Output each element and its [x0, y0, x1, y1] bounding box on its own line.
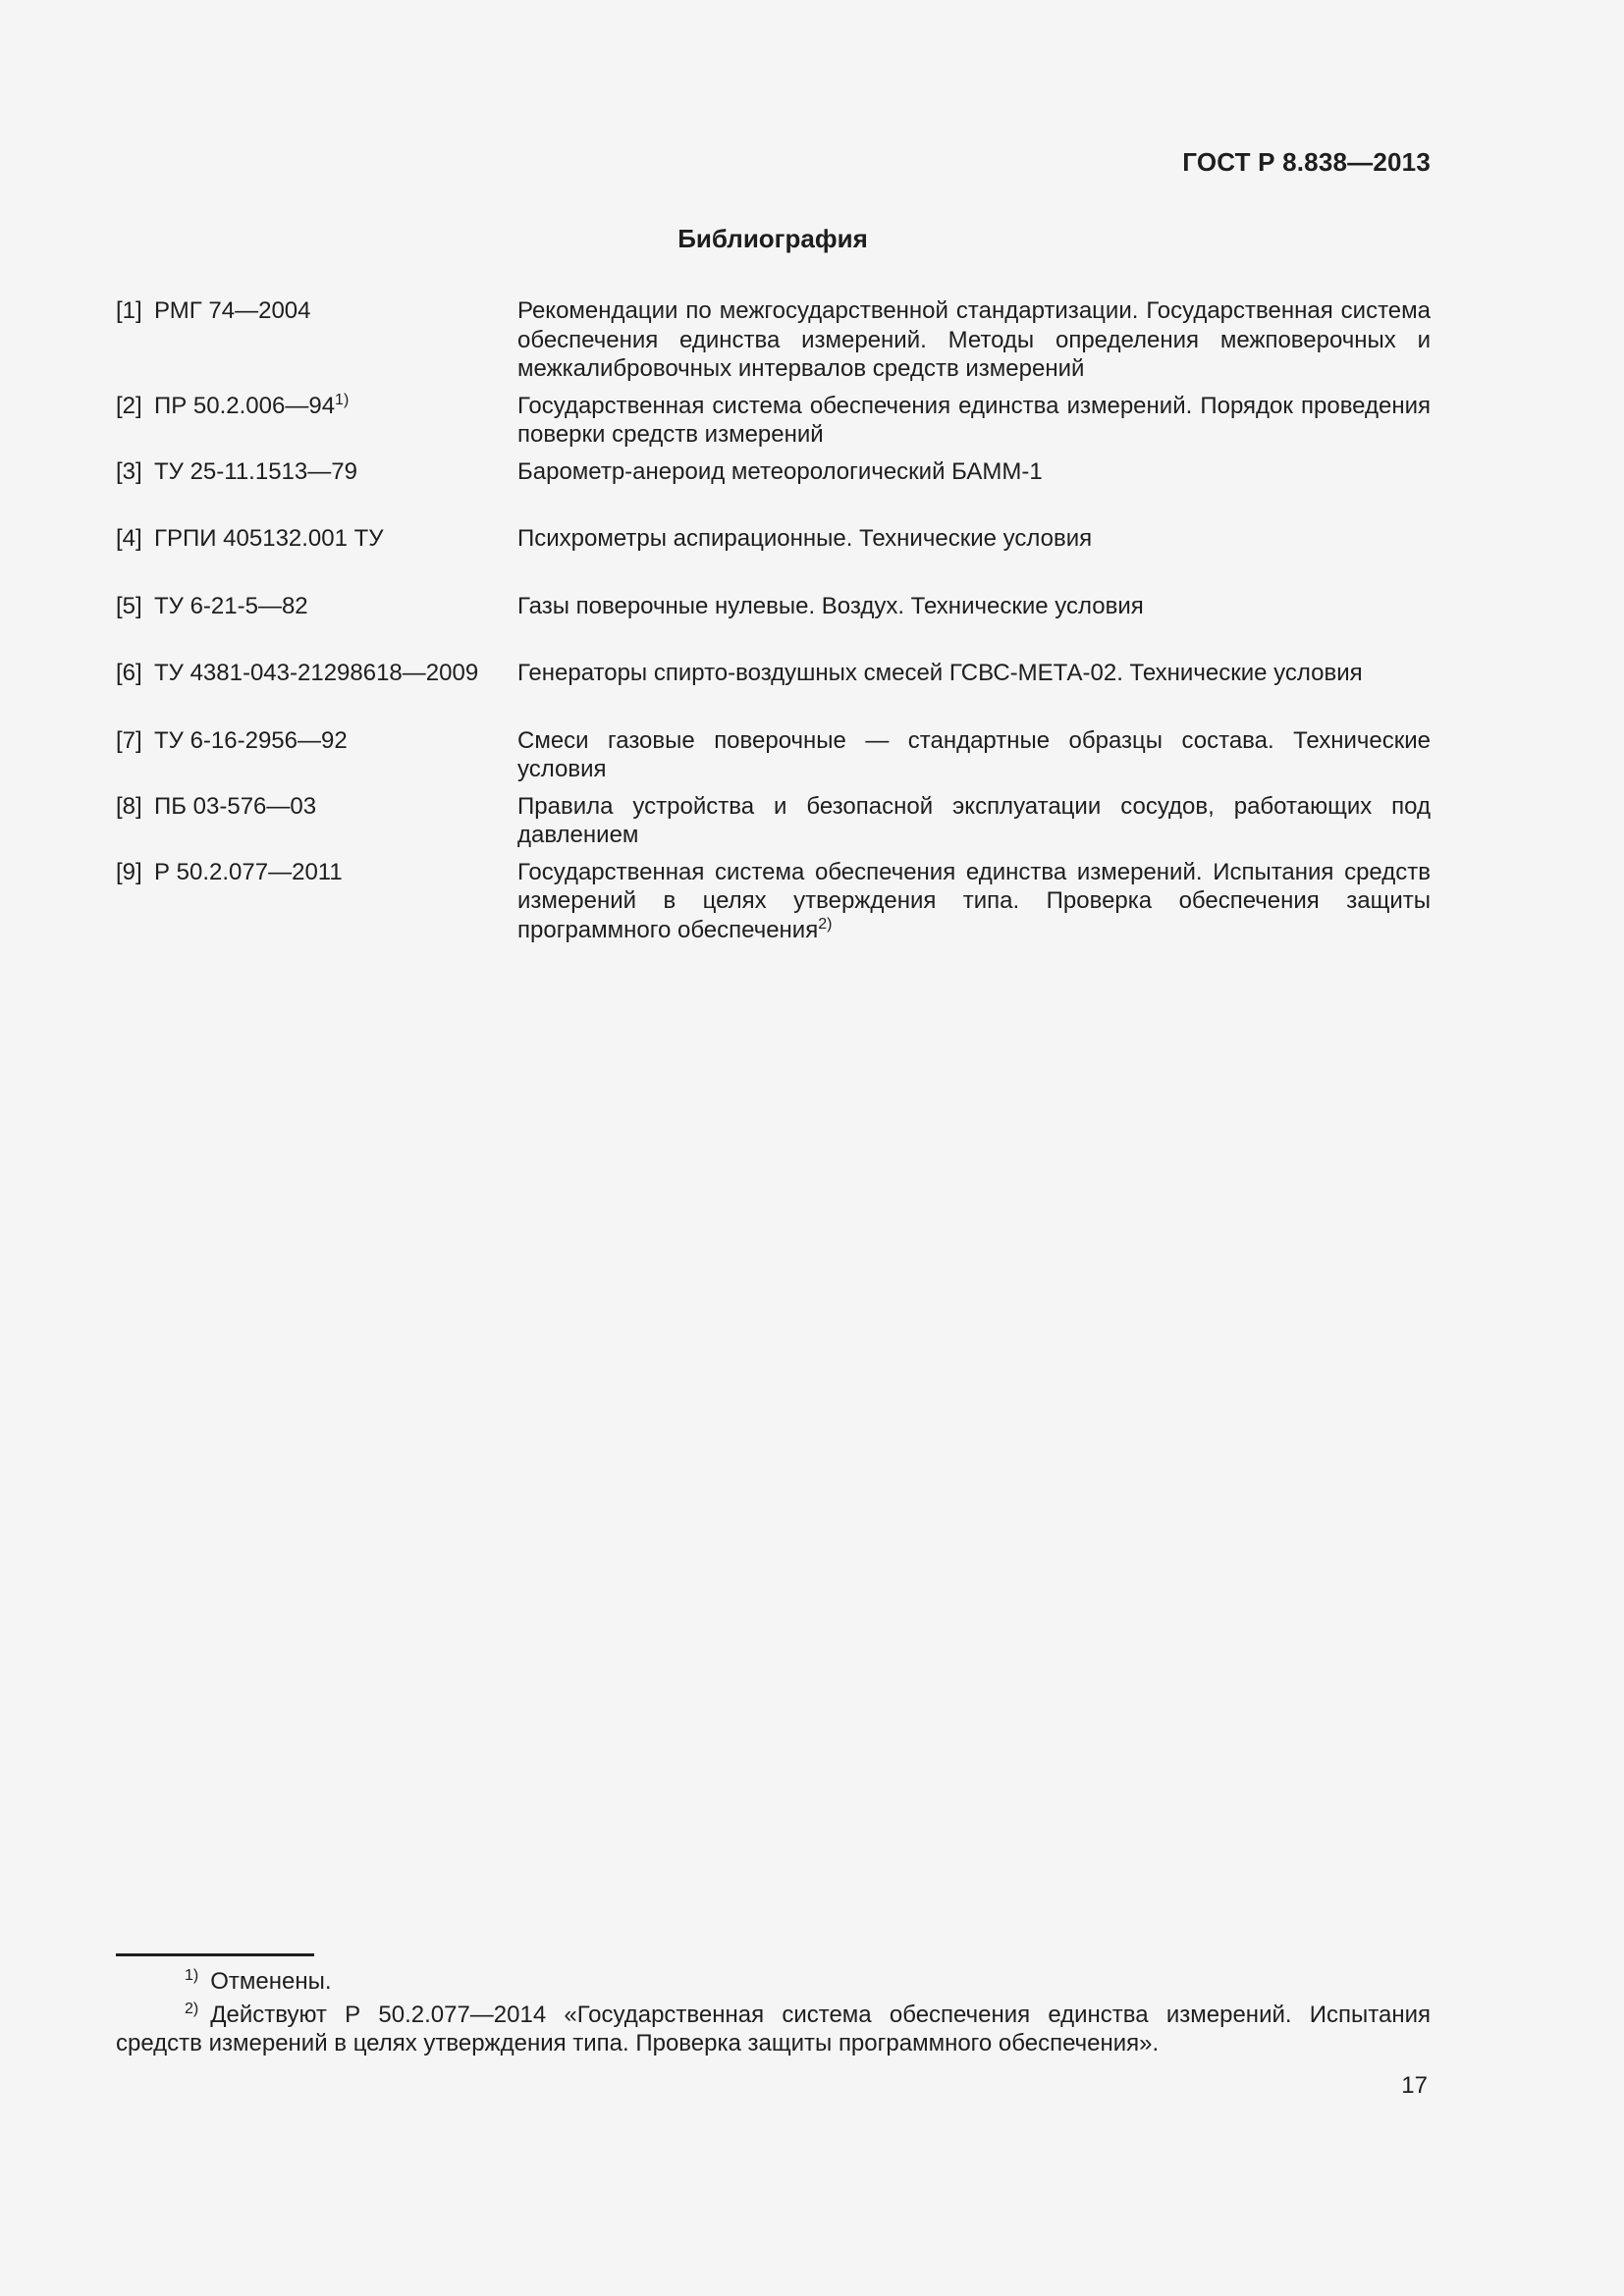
- entry-description: [517, 457, 1431, 487]
- footnote: [116, 2001, 1431, 2058]
- entry-code-text: РМГ 74—2004: [154, 297, 311, 324]
- entry-code-text: ПР 50.2.006—94: [154, 392, 336, 419]
- entry-number: [9]: [116, 858, 142, 885]
- footnote-mark: 2): [185, 2000, 199, 2017]
- bibliography-entry: [116, 296, 1431, 384]
- entry-code-text: Р 50.2.077—2011: [154, 858, 343, 885]
- standard-code: ГОСТ Р 8.838—2013: [1182, 147, 1431, 177]
- entry-code: [154, 524, 517, 554]
- entry-code: [154, 392, 517, 421]
- entry-description-footnote-mark: 2): [818, 915, 833, 933]
- entry-code-text: ТУ 6-16-2956—92: [154, 726, 348, 754]
- bibliography-entry: [116, 457, 1431, 487]
- footnote-mark: 1): [185, 1967, 199, 1984]
- entry-description-text: Правила устройства и безопасной эксплуатации сосудов, работающих под давлением: [517, 792, 1431, 848]
- entry-number: [6]: [116, 660, 142, 686]
- entry-number: [8]: [116, 792, 142, 820]
- entry-number: [2]: [116, 392, 142, 419]
- entry-code-text: ГРПИ 405132.001 ТУ: [154, 525, 384, 552]
- entry-description: [517, 726, 1431, 784]
- entry-description-text: Смеси газовые поверочные — стандартные образцы состава. Технические условия: [517, 726, 1431, 782]
- entry-description-text: Газы поверочные нулевые. Воздух. Технические условия: [517, 592, 1144, 619]
- entry-description: [517, 858, 1431, 945]
- entry-number: [7]: [116, 726, 142, 754]
- bibliography-entry: [116, 726, 1431, 784]
- entry-code: [154, 659, 517, 688]
- page-title: Библиография: [677, 224, 868, 253]
- entry-description: [517, 592, 1431, 621]
- bibliography-entry: [116, 792, 1431, 850]
- entry-code: [154, 457, 517, 487]
- entry-description-text: Государственная система обеспечения единства измерений. Испытания средств измерений в целях утверждения типа. Проверка обеспечения защиты программного обеспечения: [517, 858, 1431, 943]
- bibliography-entry: [116, 392, 1431, 450]
- entry-code-text: ПБ 03-576—03: [154, 792, 317, 820]
- footnote-text: Действуют Р 50.2.077—2014 «Государственная система обеспечения единства измерений. Испытания средств измерений в целях утверждения типа. Проверка защиты программного обеспечения».: [116, 2001, 1431, 2056]
- entry-code: [154, 726, 517, 756]
- footnote-separator: [116, 1953, 314, 1956]
- entry-description-text: Барометр-анероид метеорологический БАММ-1: [517, 457, 1043, 485]
- entry-description: [517, 524, 1431, 554]
- entry-code: [154, 792, 517, 822]
- entry-description-text: Психрометры аспирационные. Технические условия: [517, 525, 1093, 552]
- entry-number: [5]: [116, 592, 142, 619]
- bibliography-entry: [116, 592, 1431, 621]
- entry-code: [154, 592, 517, 621]
- entry-description: [517, 392, 1431, 450]
- entry-number: [3]: [116, 457, 142, 485]
- bibliography-entry: [116, 524, 1431, 554]
- entry-code-text: ТУ 6-21-5—82: [154, 592, 308, 619]
- bibliography-list: [116, 296, 1431, 944]
- bibliography-entry: [116, 659, 1431, 688]
- footnote-text: Отменены.: [210, 1968, 332, 1995]
- entry-description: [517, 792, 1431, 850]
- entry-number: [4]: [116, 525, 142, 552]
- footnotes: [116, 1967, 1431, 2062]
- entry-description-text: Генераторы спирто-воздушных смесей ГСВС-МЕТА-02. Технические условия: [517, 660, 1363, 686]
- entry-description-text: Государственная система обеспечения единства измерений. Порядок проведения поверки средств измерений: [517, 392, 1431, 448]
- footnote: [116, 1967, 1431, 1997]
- entry-code-text: ТУ 4381-043-21298618—2009: [154, 660, 479, 686]
- entry-description: [517, 296, 1431, 384]
- bibliography-entry: [116, 858, 1431, 945]
- page-number: 17: [1401, 2072, 1428, 2099]
- entry-code: [154, 296, 517, 326]
- entry-code-text: ТУ 25-11.1513—79: [154, 457, 357, 485]
- entry-code-footnote-mark: 1): [335, 391, 350, 408]
- entry-number: [1]: [116, 297, 142, 324]
- entry-description-text: Рекомендации по межгосударственной стандартизации. Государственная система обеспечения единства измерений. Методы определения межповерочных и межкалибровочных интервалов средств измерений: [517, 297, 1431, 382]
- entry-code: [154, 858, 517, 887]
- entry-description: [517, 659, 1431, 688]
